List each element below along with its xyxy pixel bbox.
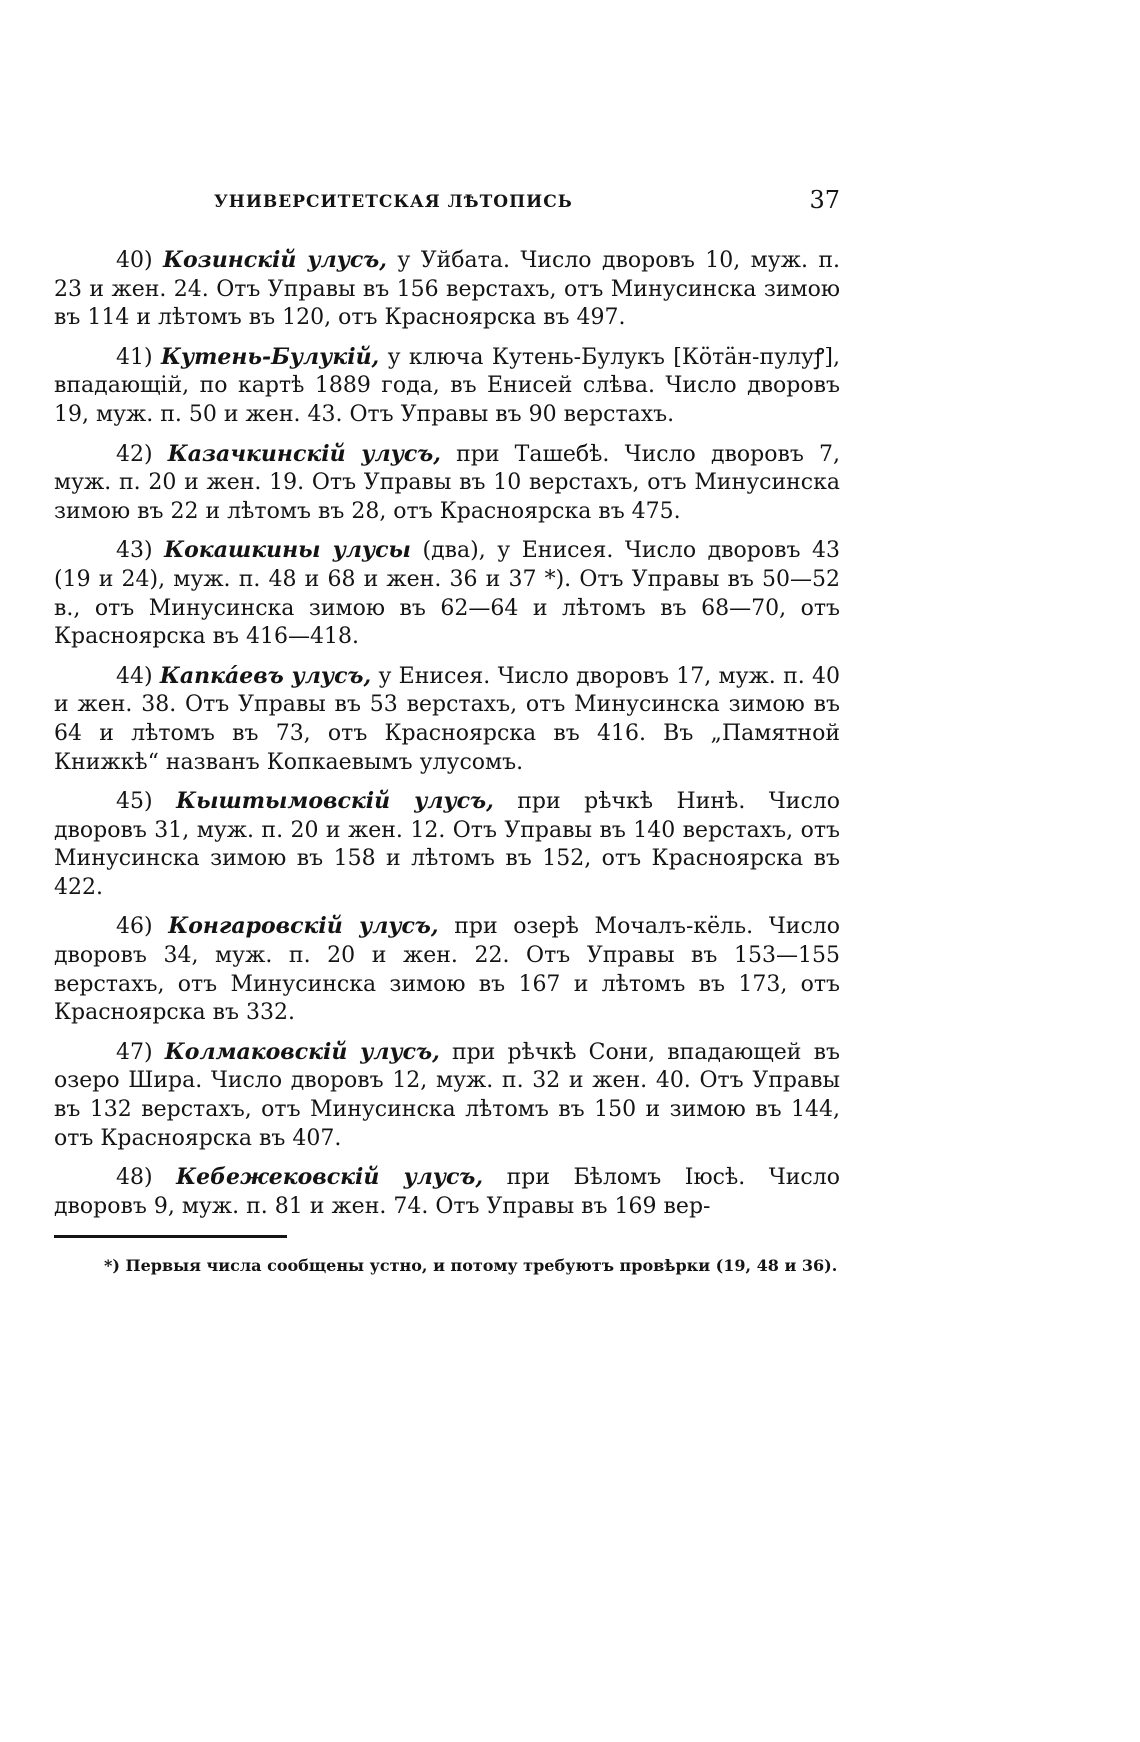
entry-name: Кутень-Булукій, (160, 343, 380, 370)
entry-name: Козинскій улусъ, (163, 247, 387, 273)
entry-47 (54, 1038, 840, 1153)
entry-list (54, 246, 840, 1221)
entry-41 (54, 343, 840, 430)
entry-number: 42) (116, 441, 153, 467)
entry-45 (54, 787, 840, 902)
entry-40 (54, 246, 840, 333)
entry-48 (54, 1163, 840, 1221)
entry-name: Казачкинскій улусъ, (167, 440, 441, 467)
entry-text: при озерѣ Мочалъ-кёль. Число дворовъ 34, муж. п. 20 и жен. 22. Отъ Управы въ 153—155 верстахъ, отъ Минусинска зимою въ 167 и лѣтомъ въ 173, отъ Красноярска въ 332. (54, 914, 840, 1026)
entry-text: у Енисея. Число дворовъ 17, муж. п. 40 и жен. 38. Отъ Управы въ 53 верстахъ, отъ Минусинска зимою въ 64 и лѣтомъ въ 73, отъ Красноярска въ 416. Въ „Памятной Книжкѣ“ названъ Копкаевымъ улусомъ. (54, 663, 841, 775)
entry-text: (два), у Енисея. Число дворовъ 43 (19 и 24), муж. п. 48 и 68 и жен. 36 и 37 *). Отъ Управы въ 50—52 в., отъ Минусинска зимою въ 62—64 и лѣтомъ въ 68—70, отъ Красноярска въ 416—418. (54, 538, 841, 650)
entry-text: у Уйбата. Число дворовъ 10, муж. п. 23 и жен. 24. Отъ Управы въ 156 верстахъ, отъ Минусинска зимою въ 114 и лѣтомъ въ 120, отъ Красноярска въ 497. (54, 248, 841, 331)
entry-number: 45) (116, 789, 153, 815)
footnote: *) Первыя числа сообщены устно, и потому требуютъ провѣрки (19, 48 и 36). (104, 1256, 838, 1276)
entry-46 (54, 912, 840, 1027)
entry-number: 43) (116, 538, 153, 564)
entry-name: Кыштымовскій улусъ, (176, 788, 494, 815)
entry-number: 46) (116, 914, 153, 940)
running-title: УНИВЕРСИТЕТСКАЯ ЛѢТОПИСЬ (214, 192, 573, 212)
entry-text: у ключа Кутень-Булукъ [Кӧтäн-пулуꝭ], впадающій, по картѣ 1889 года, въ Енисей слѣва. Число дворовъ 19, муж. п. 50 и жен. 43. Отъ Управы въ 90 верстахъ. (54, 344, 841, 427)
page-number: 37 (809, 186, 840, 214)
entry-number: 47) (116, 1039, 153, 1065)
entry-name: Колмаковскій улусъ, (164, 1038, 440, 1065)
entry-number: 48) (116, 1165, 153, 1191)
entry-name: Капкáевъ улусъ, (159, 662, 372, 689)
entry-42 (54, 440, 840, 527)
entry-number: 44) (116, 663, 153, 689)
entry-text: при Бѣломъ Іюсѣ. Число дворовъ 9, муж. п. 81 и жен. 74. Отъ Управы въ 169 вер- (54, 1165, 840, 1219)
entry-number: 41) (116, 344, 153, 370)
entry-text: при Ташебѣ. Число дворовъ 7, муж. п. 20 и жен. 19. Отъ Управы въ 10 верстахъ, отъ Минусинска зимою въ 22 и лѣтомъ въ 28, отъ Красноярска въ 475. (54, 441, 840, 524)
footnote-divider (54, 1235, 287, 1238)
entry-43 (54, 536, 840, 651)
entry-name: Кебежековскій улусъ, (176, 1164, 484, 1191)
entry-text: при рѣчкѣ Нинѣ. Число дворовъ 31, муж. п. 20 и жен. 12. Отъ Управы въ 140 верстахъ, отъ Минусинска зимою въ 158 и лѣтомъ въ 152, отъ Красноярска въ 422. (54, 789, 841, 900)
running-header (54, 186, 840, 226)
book-page (54, 186, 840, 1278)
entry-text: при рѣчкѣ Сони, впадающей въ озеро Шира. Число дворовъ 12, муж. п. 32 и жен. 40. Отъ Управы въ 132 верстахъ, отъ Минусинска лѣтомъ въ 150 и зимою въ 144, отъ Красноярска въ 407. (54, 1039, 840, 1151)
entry-name: Конгаровскій улусъ, (168, 913, 439, 940)
entry-44 (54, 662, 840, 777)
entry-number: 40) (116, 248, 153, 273)
entry-name: Кокашкины улусы (164, 537, 411, 564)
